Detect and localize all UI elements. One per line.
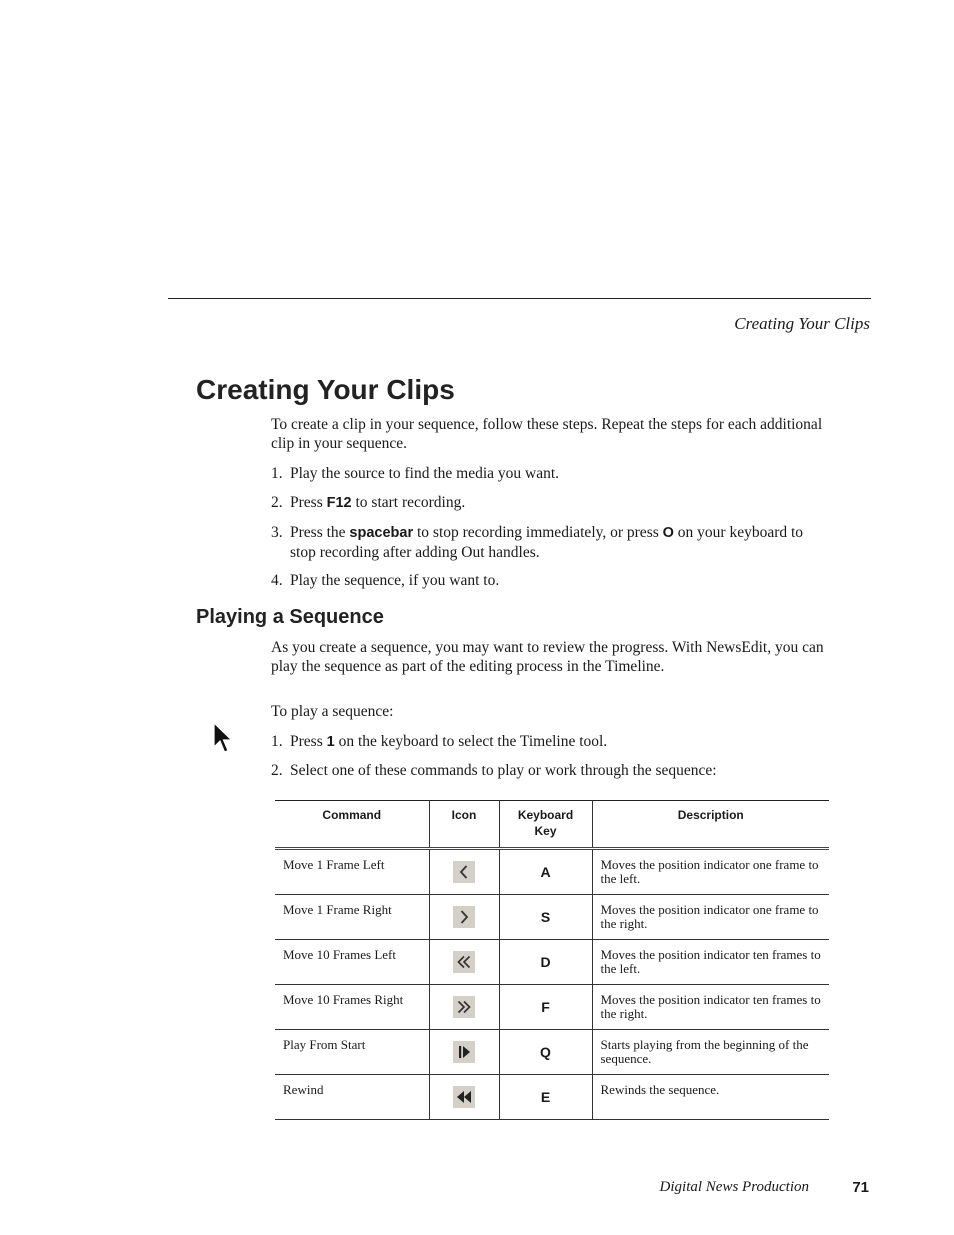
key-cell: F bbox=[499, 985, 592, 1030]
section-title: Creating Your Clips bbox=[196, 374, 455, 405]
table-header-row bbox=[275, 801, 829, 849]
subsection-lead: To play a sequence: bbox=[271, 703, 394, 720]
running-head: Creating Your Clips bbox=[734, 314, 870, 333]
header-icon: Icon bbox=[429, 801, 499, 849]
description-cell: Moves the position indicator one frame to the right. bbox=[592, 895, 829, 940]
key-cell: A bbox=[499, 849, 592, 895]
step-4: 4. Play the sequence, if you want to. bbox=[271, 572, 500, 589]
description-cell: Starts playing from the beginning of the sequence. bbox=[592, 1030, 829, 1075]
chevron-left-icon bbox=[453, 861, 475, 883]
step-1: 1. Play the source to find the media you want. bbox=[271, 465, 560, 482]
page-number: 71 bbox=[852, 1179, 869, 1196]
step-2: 2. Press F12 to start recording. bbox=[271, 494, 466, 511]
description-cell: Moves the position indicator ten frames to the right. bbox=[592, 985, 829, 1030]
command-cell: Move 1 Frame Left bbox=[283, 857, 385, 872]
subsection-intro: As you create a sequence, you may want to review the progress. With NewsEdit, you can play the sequence as part of the editing process in the Timeline. bbox=[271, 639, 824, 675]
play-from-start-icon bbox=[453, 1041, 475, 1063]
chevron-right-icon bbox=[453, 906, 475, 928]
key-1: 1 bbox=[326, 734, 335, 750]
commands-table bbox=[275, 800, 829, 1120]
command-cell: Move 1 Frame Right bbox=[283, 902, 392, 917]
table-row bbox=[275, 985, 829, 1030]
description-cell: Moves the position indicator one frame to the left. bbox=[592, 849, 829, 895]
play-step-1: 1. Press 1 on the keyboard to select the Timeline tool. bbox=[271, 733, 608, 750]
command-cell: Move 10 Frames Left bbox=[283, 947, 397, 962]
table-row bbox=[275, 1075, 829, 1120]
section-intro: To create a clip in your sequence, follow these steps. Repeat the steps for each additional clip in your sequence. bbox=[271, 416, 823, 452]
key-cell: D bbox=[499, 940, 592, 985]
rewind-icon bbox=[453, 1086, 475, 1108]
double-chevron-right-icon bbox=[453, 996, 475, 1018]
key-spacebar: spacebar bbox=[349, 525, 414, 541]
header-rule bbox=[168, 298, 871, 299]
step-3: 3. Press the spacebar to stop recording immediately, or press O on your keyboard to stop recording after adding Out handles. bbox=[271, 524, 804, 561]
table-row bbox=[275, 849, 829, 895]
command-cell: Move 10 Frames Right bbox=[283, 992, 404, 1007]
subsection-title: Playing a Sequence bbox=[196, 606, 384, 628]
key-cell: Q bbox=[499, 1030, 592, 1075]
description-cell: Rewinds the sequence. bbox=[592, 1075, 829, 1120]
table-row bbox=[275, 1030, 829, 1075]
key-cell: S bbox=[499, 895, 592, 940]
command-cell: Rewind bbox=[283, 1082, 324, 1097]
command-cell: Play From Start bbox=[283, 1037, 366, 1052]
header-command: Command bbox=[322, 808, 382, 822]
header-keyboard-key: Keyboard Key bbox=[499, 801, 592, 849]
header-description: Description bbox=[592, 801, 829, 849]
double-chevron-left-icon bbox=[453, 951, 475, 973]
footer-title: Digital News Production bbox=[659, 1179, 809, 1195]
description-cell: Moves the position indicator ten frames to the left. bbox=[592, 940, 829, 985]
table-row bbox=[275, 895, 829, 940]
play-step-2: 2. Select one of these commands to play or work through the sequence: bbox=[271, 762, 717, 779]
key-f12: F12 bbox=[326, 495, 352, 511]
key-o: O bbox=[662, 525, 674, 541]
key-cell: E bbox=[499, 1075, 592, 1120]
arrow-cursor-icon bbox=[212, 722, 234, 761]
table-row bbox=[275, 940, 829, 985]
